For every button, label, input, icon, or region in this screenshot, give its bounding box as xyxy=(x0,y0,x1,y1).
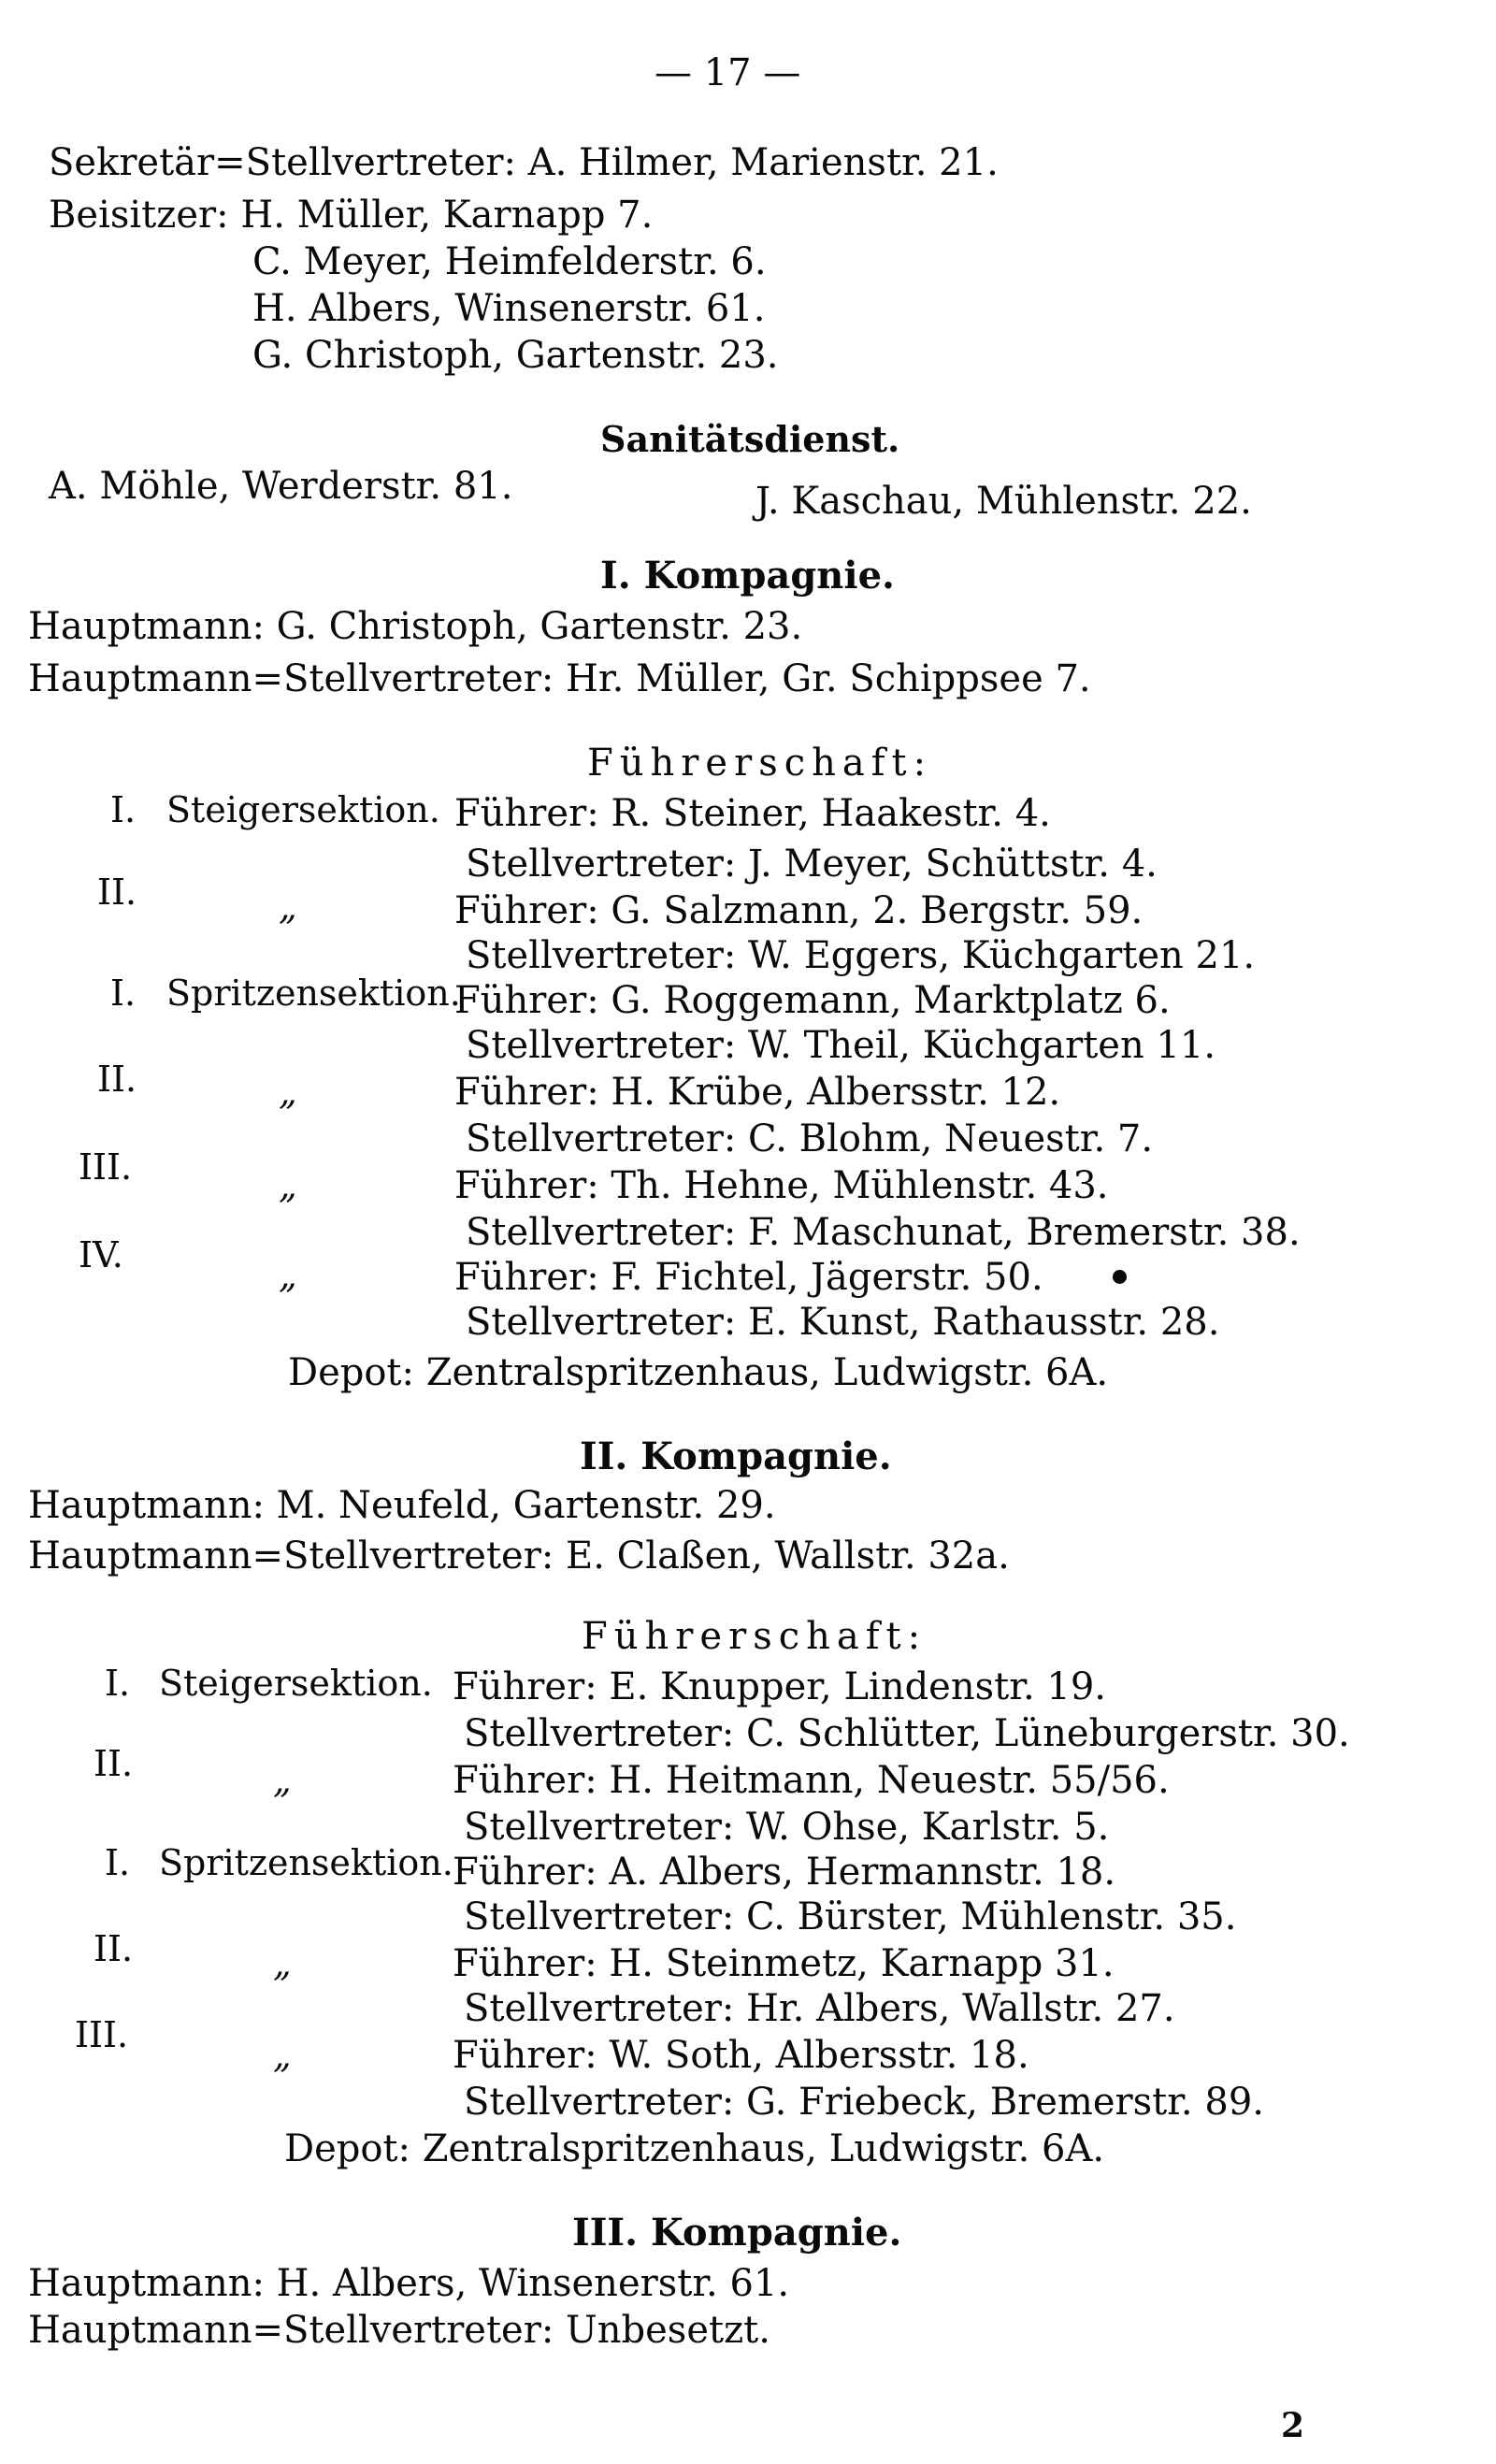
sheet-number: 2 xyxy=(1281,2406,1305,2445)
komp2-unit-3-name: Spritzensektion. xyxy=(159,1842,453,1883)
komp1-depot: Depot: Zentralspritzenhaus, Ludwigstr. 6A. xyxy=(288,1351,1109,1394)
komp1-fuehrerschaft: Führerschaft: xyxy=(587,742,933,785)
komp2-entry-6: Stellvertreter: C. Bürster, Mühlenstr. 35. xyxy=(464,1895,1237,1938)
komp1-unit-2-name: „ xyxy=(279,886,297,928)
komp1-entry-3: Führer: G. Salzmann, 2. Bergstr. 59. xyxy=(454,889,1144,932)
komp1-unit-6-name: „ xyxy=(279,1255,297,1296)
sekretaer-line: Sekretär=Stellvertreter: A. Hilmer, Marienstr. 21. xyxy=(49,141,999,184)
komp2-unit-5-name: „ xyxy=(273,2035,292,2076)
komp2-unit-2-roman: II. xyxy=(94,1743,134,1784)
komp1-entry-4: Stellvertreter: W. Eggers, Küchgarten 21. xyxy=(466,934,1256,977)
komp1-unit-5-roman: III. xyxy=(79,1146,133,1188)
komp1-unit-4-roman: II. xyxy=(97,1059,137,1100)
komp2-unit-5-roman: III. xyxy=(75,2014,129,2055)
komp1-entry-6: Stellvertreter: W. Theil, Küchgarten 11. xyxy=(466,1024,1216,1067)
komp1-unit-1-name: Steigersektion. xyxy=(166,789,440,830)
komp1-unit-6-roman: IV. xyxy=(79,1234,123,1275)
komp2-unit-3-roman: I. xyxy=(105,1842,131,1883)
komp3-heading: III. Kompagnie. xyxy=(572,2211,902,2255)
beisitzer-line-2: C. Meyer, Heimfelderstr. 6. xyxy=(252,240,767,283)
page-number: — 17 — xyxy=(654,51,801,94)
komp2-unit-1-name: Steigersektion. xyxy=(159,1663,433,1704)
komp3-stellvertreter: Hauptmann=Stellvertreter: Unbesetzt. xyxy=(28,2309,770,2352)
komp1-unit-5-name: „ xyxy=(279,1165,297,1206)
komp1-entry-2: Stellvertreter: J. Meyer, Schüttstr. 4. xyxy=(466,843,1158,886)
komp2-unit-1-roman: I. xyxy=(105,1663,131,1704)
komp2-entry-10: Stellvertreter: G. Friebeck, Bremerstr. 89. xyxy=(464,2081,1264,2124)
komp2-fuehrerschaft: Führerschaft: xyxy=(582,1615,928,1658)
komp2-entry-3: Führer: H. Heitmann, Neuestr. 55/56. xyxy=(453,1759,1170,1802)
komp1-unit-1-roman: I. xyxy=(110,789,137,830)
komp1-entry-11: Führer: F. Fichtel, Jägerstr. 50. xyxy=(454,1256,1043,1299)
komp1-stellvertreter: Hauptmann=Stellvertreter: Hr. Müller, Gr. Schippsee 7. xyxy=(28,657,1091,700)
sanitaet-heading: Sanitätsdienst. xyxy=(600,418,900,460)
komp2-heading: II. Kompagnie. xyxy=(580,1434,892,1478)
komp2-unit-4-name: „ xyxy=(273,1943,292,1984)
komp2-entry-7: Führer: H. Steinmetz, Karnapp 31. xyxy=(453,1942,1115,1985)
komp1-entry-8: Stellvertreter: C. Blohm, Neuestr. 7. xyxy=(466,1117,1154,1160)
komp1-entry-7: Führer: H. Krübe, Albersstr. 12. xyxy=(454,1071,1061,1114)
komp2-entry-9: Führer: W. Soth, Albersstr. 18. xyxy=(453,2034,1029,2077)
beisitzer-line-4: G. Christoph, Gartenstr. 23. xyxy=(252,334,779,377)
ink-dot xyxy=(1113,1270,1127,1284)
komp1-entry-9: Führer: Th. Hehne, Mühlenstr. 43. xyxy=(454,1164,1109,1207)
komp1-unit-2-roman: II. xyxy=(97,872,137,913)
komp1-entry-5: Führer: G. Roggemann, Marktplatz 6. xyxy=(454,979,1171,1022)
komp1-unit-3-name: Spritzensektion. xyxy=(166,973,461,1014)
komp1-entry-10: Stellvertreter: F. Maschunat, Bremerstr. 38. xyxy=(466,1211,1301,1254)
komp2-unit-2-name: „ xyxy=(273,1760,292,1801)
komp1-heading: I. Kompagnie. xyxy=(600,554,895,598)
komp2-entry-2: Stellvertreter: C. Schlütter, Lüneburgerstr. 30. xyxy=(464,1712,1350,1755)
komp2-stellvertreter: Hauptmann=Stellvertreter: E. Claßen, Wallstr. 32a. xyxy=(28,1535,1010,1578)
komp2-hauptmann: Hauptmann: M. Neufeld, Gartenstr. 29. xyxy=(28,1484,776,1527)
sanitaet-right: J. Kaschau, Mühlenstr. 22. xyxy=(755,480,1252,523)
komp2-entry-5: Führer: A. Albers, Hermannstr. 18. xyxy=(453,1851,1116,1894)
komp3-hauptmann: Hauptmann: H. Albers, Winsenerstr. 61. xyxy=(28,2262,790,2305)
komp1-hauptmann: Hauptmann: G. Christoph, Gartenstr. 23. xyxy=(28,605,803,648)
komp2-entry-1: Führer: E. Knupper, Lindenstr. 19. xyxy=(453,1665,1106,1708)
komp2-entry-4: Stellvertreter: W. Ohse, Karlstr. 5. xyxy=(464,1806,1110,1849)
komp1-entry-12: Stellvertreter: E. Kunst, Rathausstr. 28. xyxy=(466,1301,1220,1344)
komp2-unit-4-roman: II. xyxy=(94,1928,134,1969)
komp1-entry-1: Führer: R. Steiner, Haakestr. 4. xyxy=(454,792,1051,835)
komp2-entry-8: Stellvertreter: Hr. Albers, Wallstr. 27. xyxy=(464,1987,1175,2030)
sanitaet-left: A. Möhle, Werderstr. 81. xyxy=(49,465,513,508)
beisitzer-line-1: Beisitzer: H. Müller, Karnapp 7. xyxy=(49,194,654,237)
komp1-unit-3-roman: I. xyxy=(110,973,137,1014)
komp1-unit-4-name: „ xyxy=(279,1072,297,1113)
beisitzer-line-3: H. Albers, Winsenerstr. 61. xyxy=(252,287,766,330)
komp2-depot: Depot: Zentralspritzenhaus, Ludwigstr. 6A. xyxy=(284,2127,1105,2170)
